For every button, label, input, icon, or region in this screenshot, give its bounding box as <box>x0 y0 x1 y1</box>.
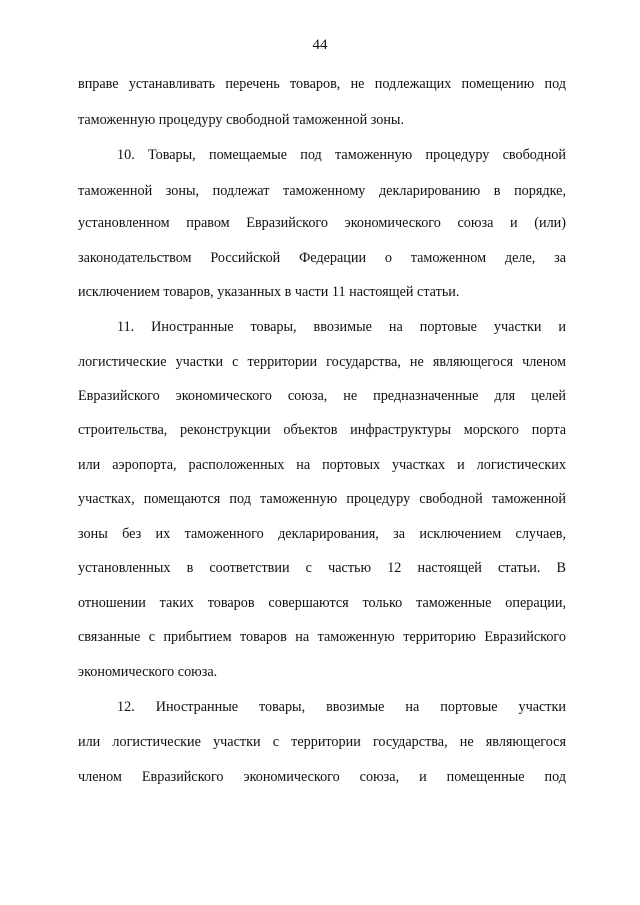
text-line: или аэропорта, расположенных на портовых участках и логистических <box>78 457 566 473</box>
text-line: зоны без их таможенного декларирования, за исключением случаев, <box>78 526 566 542</box>
text-line: участках, помещаются под таможенную процедуру свободной таможенной <box>78 491 566 507</box>
text-line: установленных в соответствии с частью 12 настоящей статьи. В <box>78 560 566 576</box>
text-line: законодательством Российской Федерации о таможенном деле, за <box>78 250 566 266</box>
text-line: установленном правом Евразийского экономического союза и (или) <box>78 215 566 231</box>
text-line: или логистические участки с территории государства, не являющегося <box>78 734 566 750</box>
paragraph-start-line: 12. Иностранные товары, ввозимые на портовые участки <box>117 699 566 715</box>
text-line: экономического союза. <box>78 664 218 680</box>
text-line: строительства, реконструкции объектов инфраструктуры морского порта <box>78 422 566 438</box>
page-number: 44 <box>312 37 328 53</box>
text-line: Евразийского экономического союза, не предназначенные для целей <box>78 388 566 404</box>
text-line: вправе устанавливать перечень товаров, не подлежащих помещению под <box>78 76 566 92</box>
text-line: связанные с прибытием товаров на таможенную территорию Евразийского <box>78 629 566 645</box>
text-line: таможенной зоны, подлежат таможенному декларированию в порядке, <box>78 183 566 199</box>
text-line: членом Евразийского экономического союза, и помещенные под <box>78 769 566 785</box>
text-line: логистические участки с территории государства, не являющегося членом <box>78 354 566 370</box>
paragraph-start-line: 10. Товары, помещаемые под таможенную процедуру свободной <box>117 147 566 163</box>
text-line: отношении таких товаров совершаются только таможенные операции, <box>78 595 566 611</box>
text-line: исключением товаров, указанных в части 11 настоящей статьи. <box>78 284 460 300</box>
text-line: таможенную процедуру свободной таможенной зоны. <box>78 112 405 128</box>
paragraph-start-line: 11. Иностранные товары, ввозимые на портовые участки и <box>117 319 566 335</box>
